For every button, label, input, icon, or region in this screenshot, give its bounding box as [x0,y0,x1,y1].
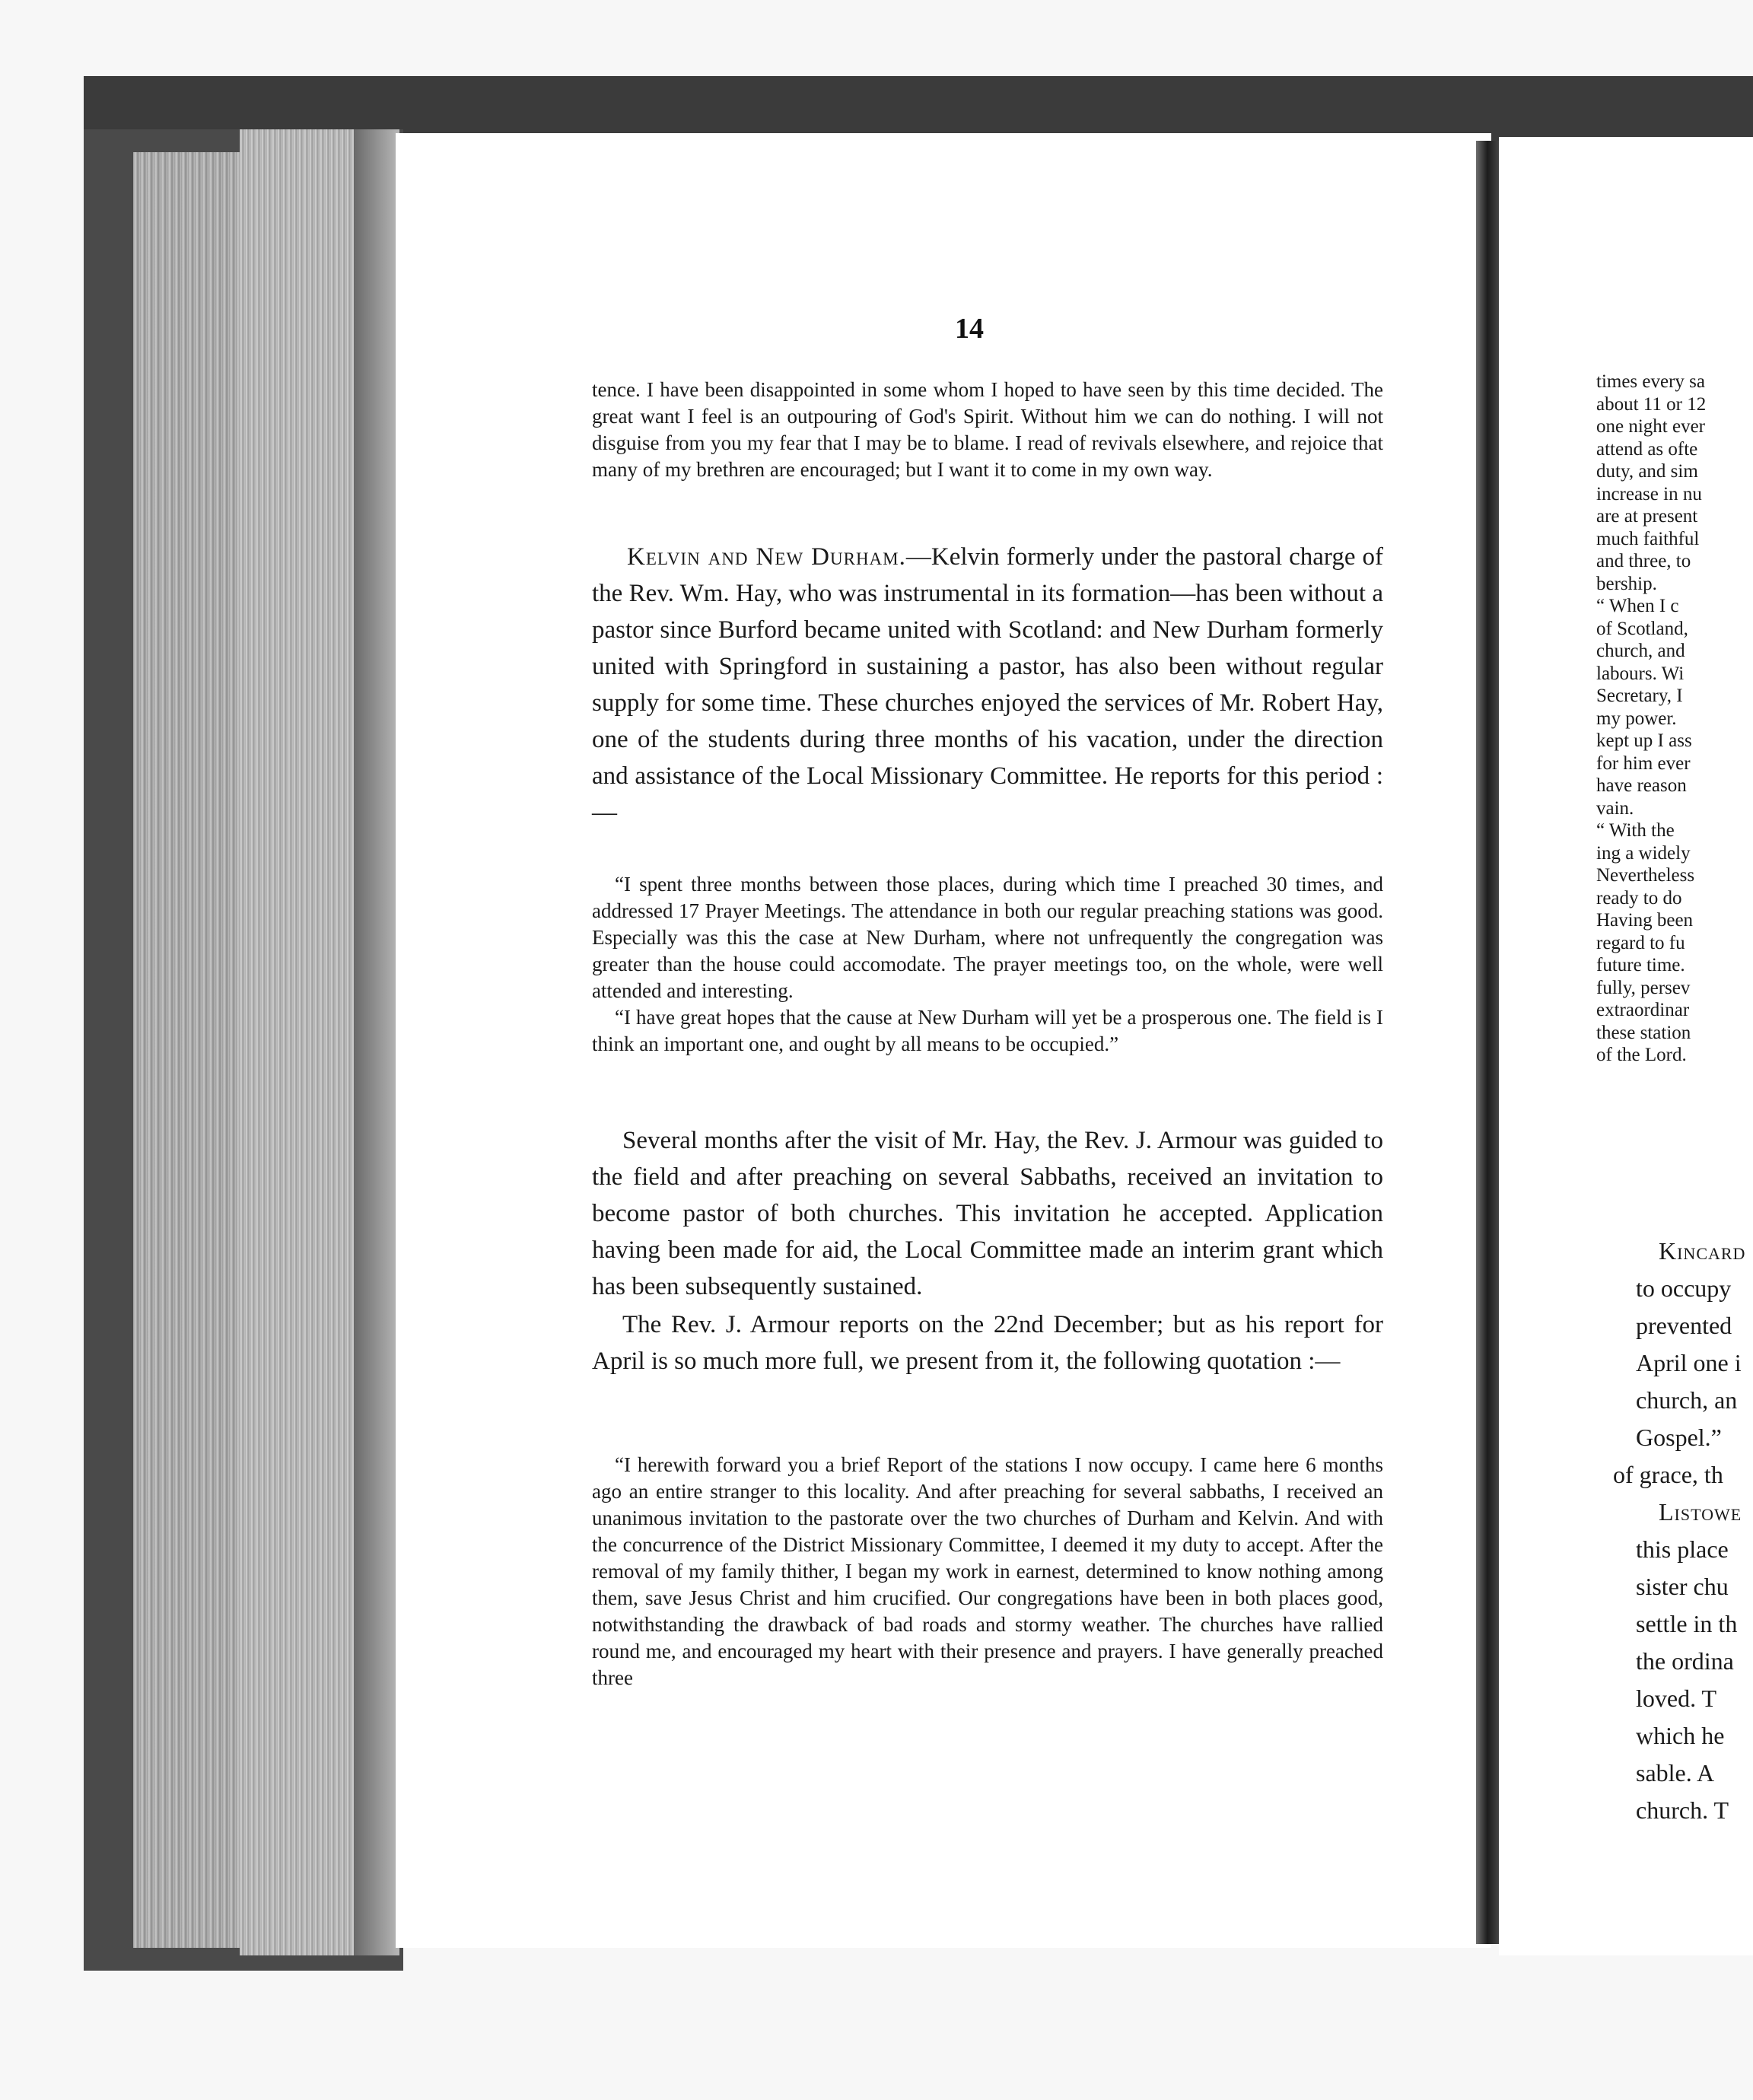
right-line: Secretary, I [1596,686,1683,706]
right-line: bership. [1596,573,1657,594]
right-line: church, and [1596,641,1685,661]
right-line: prevented [1636,1312,1732,1339]
right-line: labours. Wi [1596,663,1685,684]
right-line: have reason [1596,775,1687,796]
right-line: regard to fu [1596,932,1685,953]
hay-quote-2: “I have great hopes that the cause at New Durham will yet be a prosperous one. The field is I think an important one, and ought by all means to be occupied.” [592,1006,1383,1055]
right-line: my power. [1596,708,1677,729]
right-line: times every sa [1596,371,1706,392]
gutter-shadow [354,129,399,1955]
right-line: the ordina [1636,1647,1734,1675]
right-page-small-text [1596,371,1753,1067]
right-line: much faithful [1596,528,1700,549]
right-line: of the Lord. [1596,1045,1687,1065]
right-line: are at present [1596,506,1698,527]
right-line: vain. [1596,797,1634,819]
hay-quote-1: “I spent three months between those places, during which time I preached 30 times, and addressed 17 Prayer Meetings. The attendance in both our regular preaching stations was good. Especially was this the case at New Durham, where not unfrequently the congregation was greater than the house could accomodate. The prayer meetings too, on the whole, were well attended and interesting. [592,873,1383,1002]
right-line: of grace, th [1613,1461,1723,1488]
right-line: ing a widely [1596,842,1691,864]
right-line: “ When I c [1596,596,1679,616]
armour-paragraph-2: The Rev. J. Armour reports on the 22nd December; but as his report for April is so much more full, we present from it, the following quotation :— [592,1311,1383,1375]
right-line: and three, to [1596,551,1691,571]
right-line: this place [1636,1535,1729,1563]
intro-quote [592,377,1383,483]
right-line: which he [1636,1722,1725,1749]
intro-quote-text: tence. I have been disappointed in some whom I hoped to have seen by this time decided. The great want I feel is an outpouring of God's Spirit. Without him we can do nothing. I will not disguise from you my fear that I may be to blame. I read of revivals elsewhere, and rejoice that many of my brethren are encouraged; but I want it to come in my own way. [592,378,1383,481]
armour-quote [592,1452,1383,1691]
right-line: for him ever [1596,752,1691,774]
right-line: “ With the [1596,820,1675,841]
right-line: settle in th [1636,1610,1738,1637]
right-line: April one i [1636,1349,1742,1376]
right-page-large-text [1596,1233,1753,1829]
right-line: sable. A [1636,1759,1715,1787]
kelvin-heading: Kelvin and New Durham. [627,543,906,571]
right-line: Nevertheless [1596,865,1695,886]
page-edges-inner [240,129,354,1955]
kelvin-paragraph [592,539,1383,831]
armour-section [592,1122,1383,1379]
right-line: loved. T [1636,1685,1717,1712]
right-line: church. T [1636,1796,1729,1824]
book-spine [1476,141,1499,1944]
right-line: extraordinar [1596,1000,1690,1020]
right-line: of Scotland, [1596,618,1688,639]
right-line: to occupy [1636,1274,1732,1302]
right-line: Having been [1596,910,1694,931]
right-line: church, an [1636,1386,1738,1414]
right-line-listowel-heading: Listowe [1659,1498,1742,1526]
right-line: Gospel.” [1636,1424,1722,1451]
right-line: duty, and sim [1596,461,1698,482]
right-line: these station [1596,1022,1691,1043]
armour-paragraph-1: Several months after the visit of Mr. Hay, the Rev. J. Armour was guided to the field and after preaching on several Sabbaths, received an invitation to become pastor of both churches. This invitation he accepted. Application having been made for aid, the Local Committee made an interim grant which has been subsequently sustained. [592,1127,1383,1300]
right-line: future time. [1596,955,1685,975]
page-number: 14 [955,313,984,345]
armour-quote-text: “I herewith forward you a brief Report of the stations I now occupy. I came here 6 months ago an entire stranger to this locality. And after preaching for several sabbaths, I received an unanimous invitation to the pastorate over the two churches of Durham and Kelvin. And with the concurrence of the District Missionary Committee, I deemed it my duty to accept. After the removal of my family thither, I began my work in earnest, determined to know nothing among them, save Jesus Christ and him crucified. Our congregations have been in both places good, notwithstanding the drawback of bad roads and stormy weather. The churches have rallied round me, and encouraged my heart with their presence and prayers. I have generally preached three [592,1453,1383,1689]
right-line: fully, persev [1596,977,1691,998]
right-line-kincardine-heading: Kincard [1659,1237,1746,1265]
right-line: kept up I ass [1596,730,1692,751]
right-line: ready to do [1596,887,1682,908]
right-line: attend as ofte [1596,438,1698,460]
right-line: sister chu [1636,1573,1729,1600]
hay-report-quote [592,871,1383,1058]
right-line: one night ever [1596,416,1706,437]
kelvin-text: —Kelvin formerly under the pastoral charge of the Rev. Wm. Hay, who was instrumental in its formation—has been without a pastor since Burford became united with Scotland: and New Durham formerly united with Springford in sustaining a pastor, has also been without regular supply for some time. These churches enjoyed the services of Mr. Robert Hay, one of the students during three months of his vacation, under the direction and assistance of the Local Missionary Committee. He reports for this period :— [592,543,1383,826]
kelvin-section [592,539,1383,831]
right-line: increase in nu [1596,483,1702,504]
right-line: about 11 or 12 [1596,393,1707,415]
